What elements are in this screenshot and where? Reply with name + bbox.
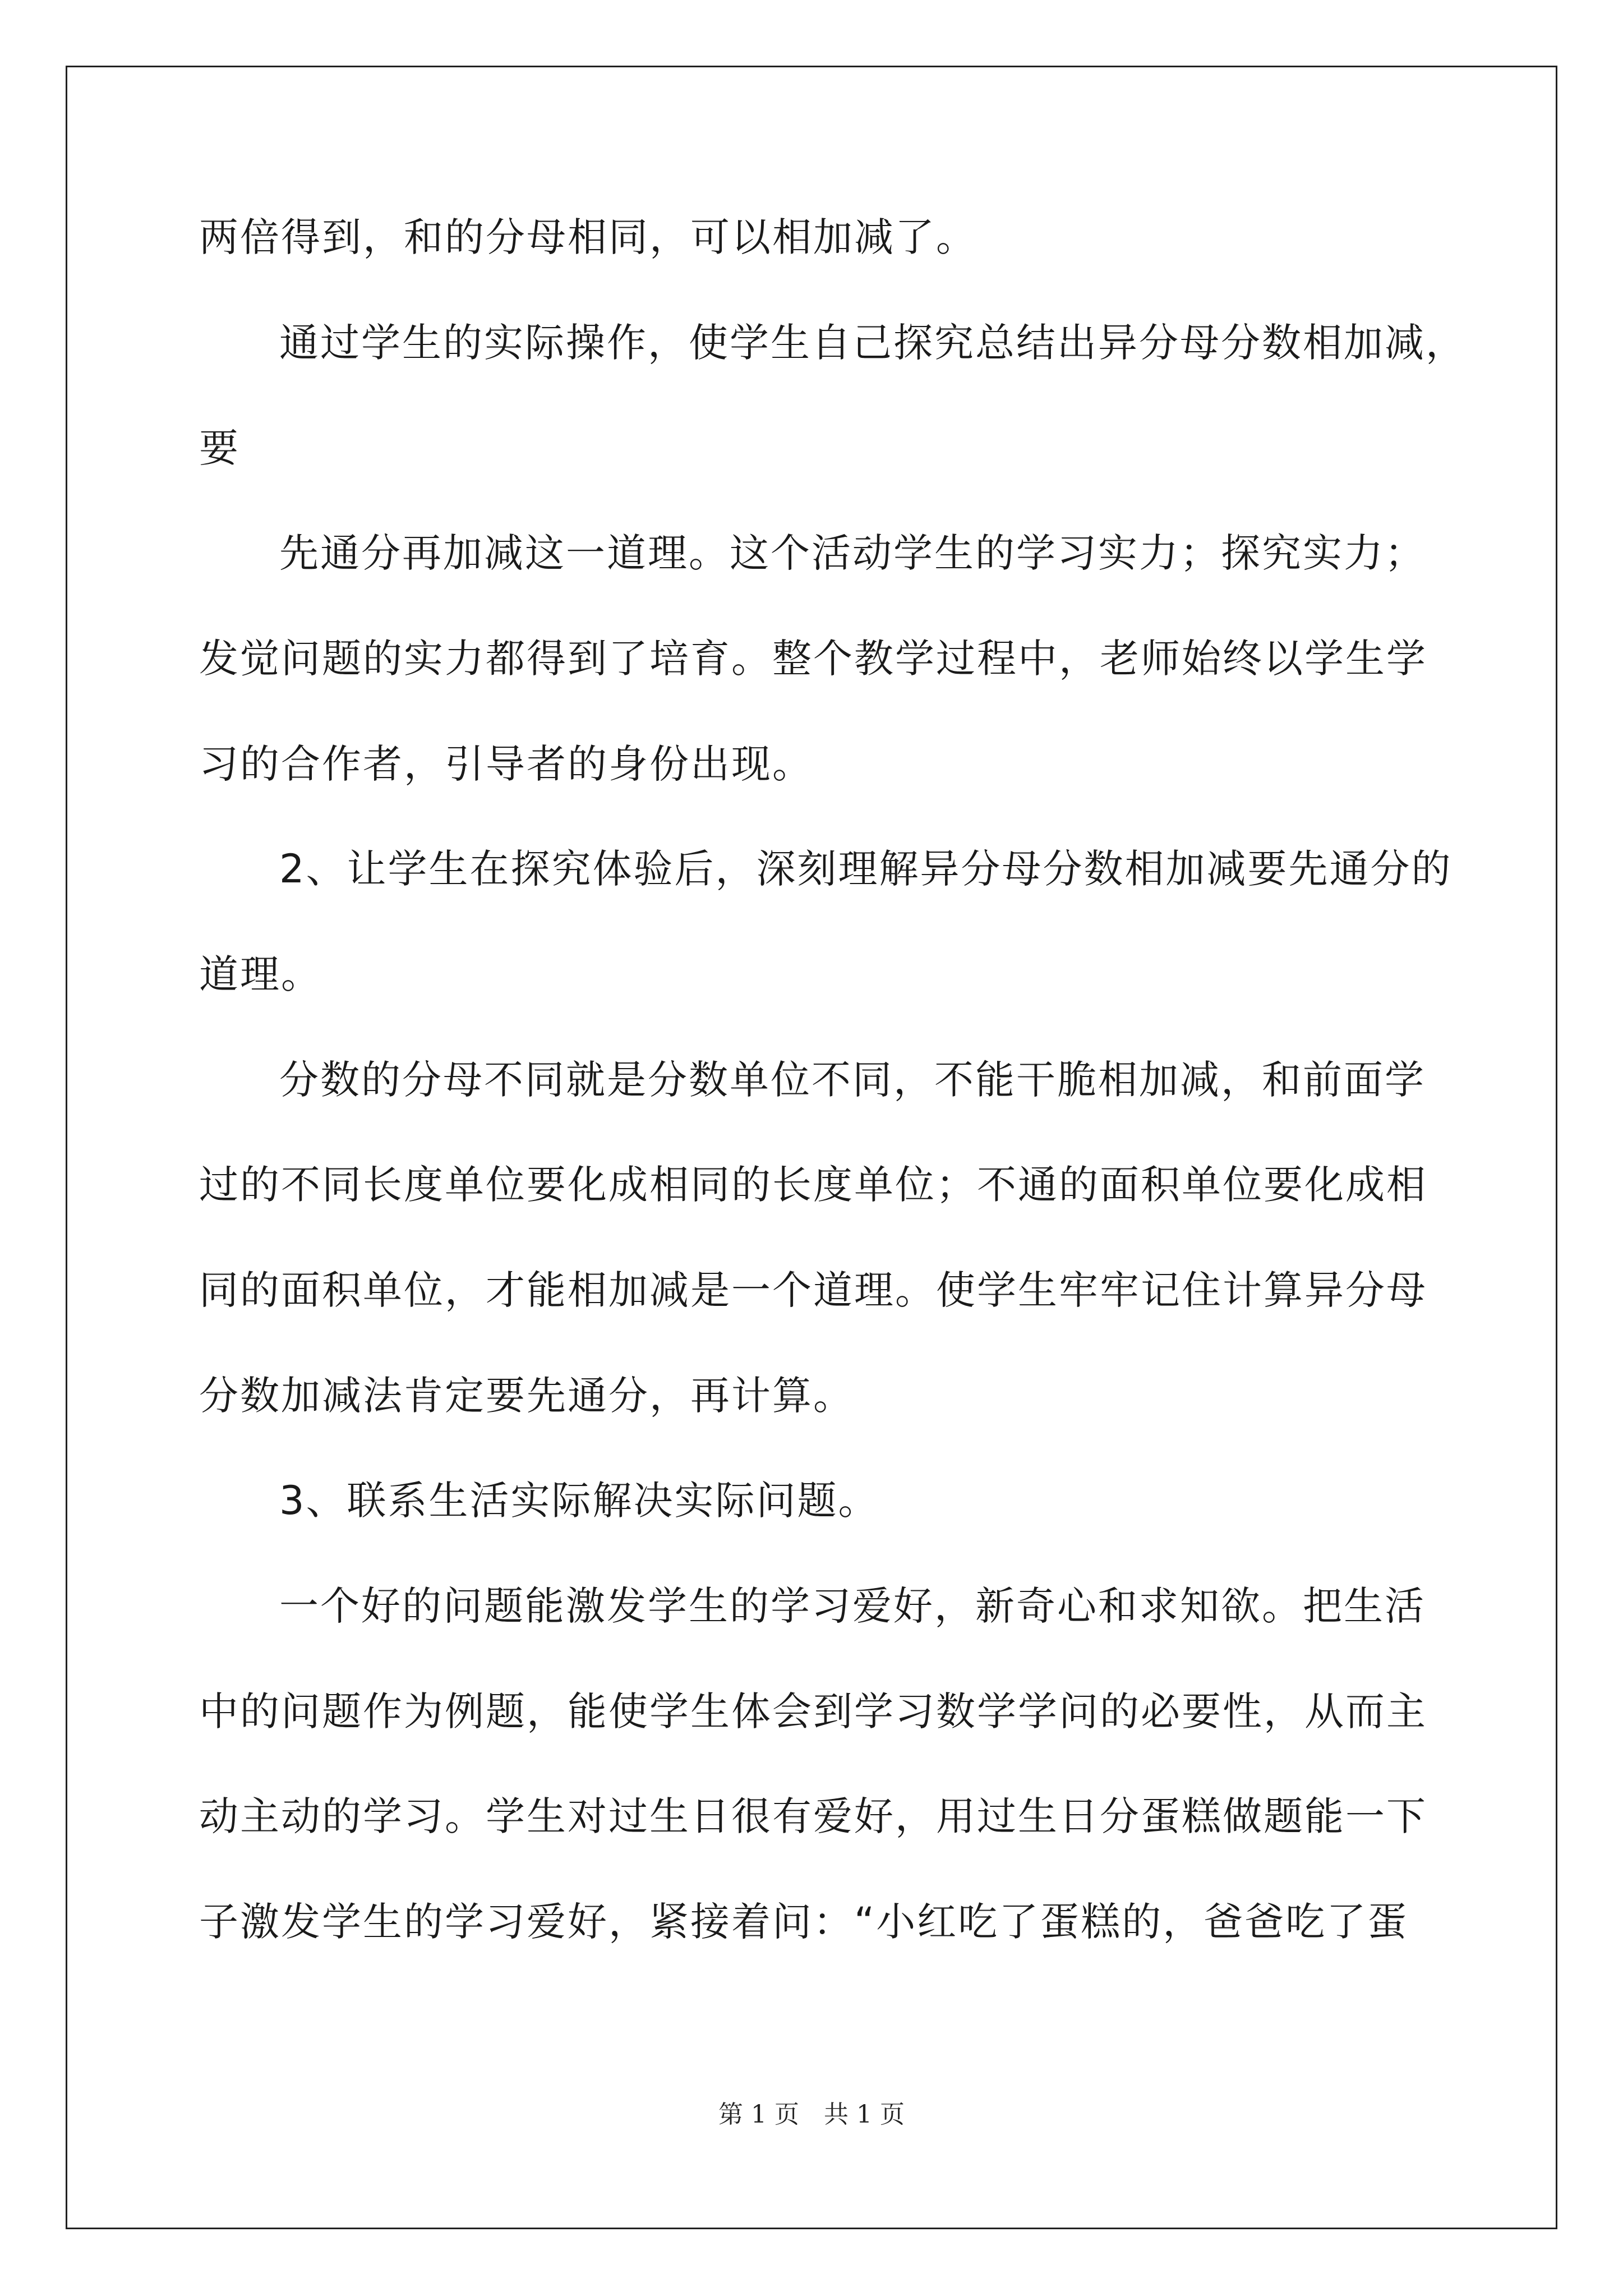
text-line: 中的问题作为例题，能使学生体会到学习数学学问的必要性，从而主	[199, 1688, 1427, 1734]
text-line: 过的不同长度单位要化成相同的长度单位；不通的面积单位要化成相	[199, 1162, 1427, 1208]
text-line: 动主动的学习。学生对过生日很有爱好，用过生日分蛋糕做题能一下	[199, 1793, 1427, 1839]
paragraph-start: 分数的分母不同就是分数单位不同，不能干脆相加减，和前面学	[279, 1057, 1426, 1103]
paragraph-start: 2、让学生在探究体验后，深刻理解异分母分数相加减要先通分的	[279, 846, 1453, 892]
text-line: 道理。	[199, 951, 322, 997]
page-total: 共 1 页	[824, 2100, 905, 2129]
paragraph-start: 一个好的问题能激发学生的学习爱好，新奇心和求知欲。把生活	[279, 1583, 1426, 1629]
text-line: 发觉问题的实力都得到了培育。整个教学过程中，老师始终以学生学	[199, 636, 1427, 682]
paragraph-start: 通过学生的实际操作，使学生自己探究总结出异分母分数相加减，	[279, 320, 1467, 366]
text-line: 分数加减法肯定要先通分，再计算。	[199, 1373, 854, 1419]
text-line: 两倍得到，和的分母相同，可以相加减了。	[199, 214, 977, 260]
text-line: 习的合作者，引导者的身份出现。	[199, 741, 813, 787]
page-number: 第 1 页	[718, 2100, 799, 2129]
page-footer	[0, 2098, 1623, 2132]
text-line: 子激发学生的学习爱好，紧接着问：“小红吃了蛋糕的，爸爸吃了蛋	[199, 1899, 1409, 1945]
text-line: 要	[199, 425, 240, 471]
text-line: 同的面积单位，才能相加减是一个道理。使学生牢牢记住计算异分母	[199, 1267, 1427, 1313]
paragraph-start: 3、联系生活实际解决实际问题。	[279, 1478, 879, 1524]
paragraph-start: 先通分再加减这一道理。这个活动学生的学习实力；探究实力；	[279, 530, 1426, 576]
